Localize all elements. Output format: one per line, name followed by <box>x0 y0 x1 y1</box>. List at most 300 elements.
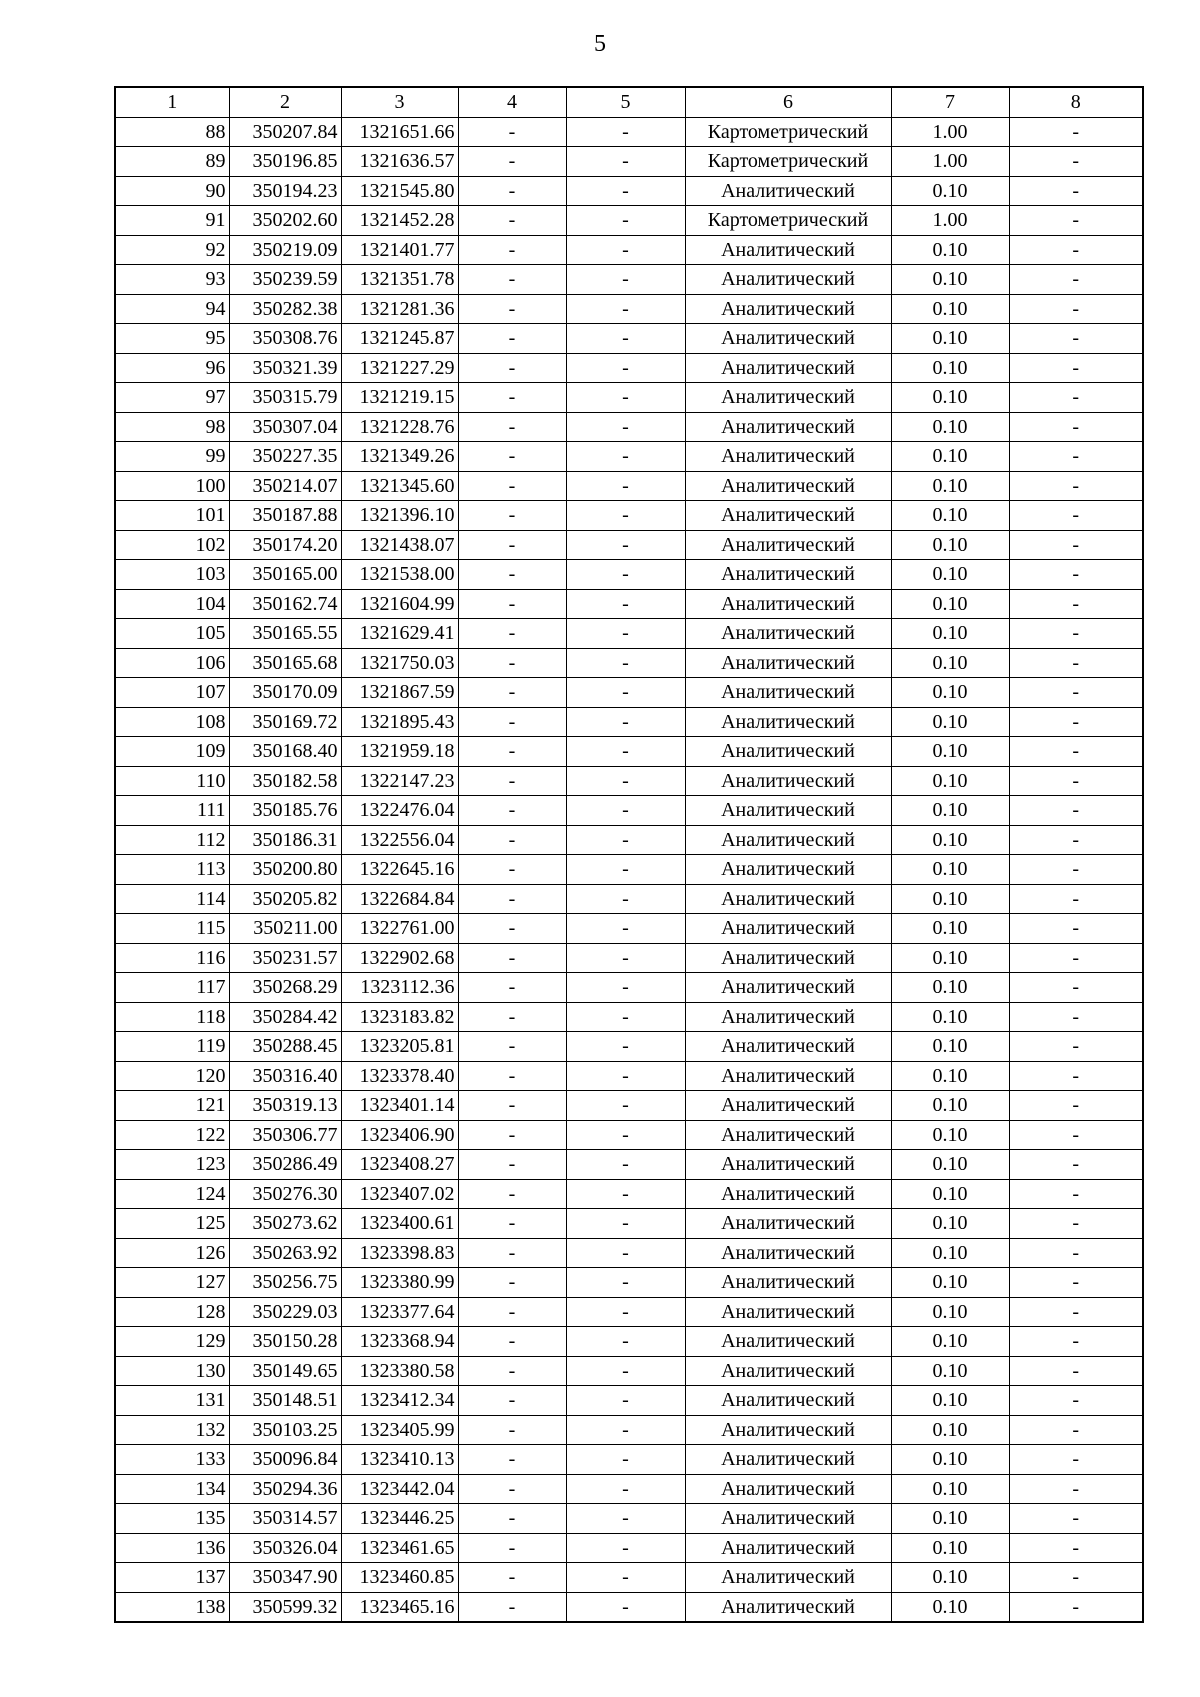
x-coordinate-cell: 350307.04 <box>229 412 341 442</box>
col-8-value-cell: - <box>1009 1179 1143 1209</box>
y-coordinate-cell: 1321895.43 <box>341 707 458 737</box>
accuracy-cell: 0.10 <box>891 707 1009 737</box>
column-header: 5 <box>566 87 685 117</box>
method-cell: Аналитический <box>685 914 891 944</box>
x-coordinate-cell: 350170.09 <box>229 678 341 708</box>
col-8-value-cell: - <box>1009 648 1143 678</box>
col-4-value-cell: - <box>458 1120 566 1150</box>
col-4-value-cell: - <box>458 1474 566 1504</box>
table-row <box>115 265 1143 295</box>
x-coordinate-cell: 350096.84 <box>229 1445 341 1475</box>
table-row <box>115 943 1143 973</box>
x-coordinate-cell: 350211.00 <box>229 914 341 944</box>
point-number-cell: 125 <box>115 1209 229 1239</box>
col-5-value-cell: - <box>566 973 685 1003</box>
accuracy-cell: 0.10 <box>891 1445 1009 1475</box>
accuracy-cell: 0.10 <box>891 884 1009 914</box>
x-coordinate-cell: 350168.40 <box>229 737 341 767</box>
col-8-value-cell: - <box>1009 412 1143 442</box>
col-5-value-cell: - <box>566 1592 685 1622</box>
col-4-value-cell: - <box>458 1238 566 1268</box>
method-cell: Аналитический <box>685 1474 891 1504</box>
y-coordinate-cell: 1323401.14 <box>341 1091 458 1121</box>
col-8-value-cell: - <box>1009 324 1143 354</box>
col-4-value-cell: - <box>458 884 566 914</box>
col-5-value-cell: - <box>566 1415 685 1445</box>
col-5-value-cell: - <box>566 884 685 914</box>
col-8-value-cell: - <box>1009 1120 1143 1150</box>
x-coordinate-cell: 350273.62 <box>229 1209 341 1239</box>
col-4-value-cell: - <box>458 176 566 206</box>
table-row <box>115 560 1143 590</box>
method-cell: Аналитический <box>685 707 891 737</box>
col-5-value-cell: - <box>566 530 685 560</box>
table-row <box>115 353 1143 383</box>
x-coordinate-cell: 350148.51 <box>229 1386 341 1416</box>
col-8-value-cell: - <box>1009 1209 1143 1239</box>
y-coordinate-cell: 1323380.58 <box>341 1356 458 1386</box>
y-coordinate-cell: 1322684.84 <box>341 884 458 914</box>
col-8-value-cell: - <box>1009 737 1143 767</box>
table-row <box>115 501 1143 531</box>
table-row <box>115 117 1143 147</box>
point-number-cell: 117 <box>115 973 229 1003</box>
col-8-value-cell: - <box>1009 1563 1143 1593</box>
accuracy-cell: 1.00 <box>891 147 1009 177</box>
col-4-value-cell: - <box>458 766 566 796</box>
method-cell: Аналитический <box>685 1091 891 1121</box>
accuracy-cell: 0.10 <box>891 1150 1009 1180</box>
col-4-value-cell: - <box>458 442 566 472</box>
method-cell: Аналитический <box>685 1268 891 1298</box>
y-coordinate-cell: 1323408.27 <box>341 1150 458 1180</box>
col-4-value-cell: - <box>458 265 566 295</box>
col-5-value-cell: - <box>566 1386 685 1416</box>
x-coordinate-cell: 350286.49 <box>229 1150 341 1180</box>
y-coordinate-cell: 1321651.66 <box>341 117 458 147</box>
table-row <box>115 1061 1143 1091</box>
method-cell: Аналитический <box>685 1297 891 1327</box>
table-row <box>115 1504 1143 1534</box>
col-4-value-cell: - <box>458 1592 566 1622</box>
table-row <box>115 796 1143 826</box>
accuracy-cell: 0.10 <box>891 796 1009 826</box>
point-number-cell: 99 <box>115 442 229 472</box>
col-5-value-cell: - <box>566 1474 685 1504</box>
col-4-value-cell: - <box>458 1415 566 1445</box>
method-cell: Аналитический <box>685 501 891 531</box>
point-number-cell: 130 <box>115 1356 229 1386</box>
x-coordinate-cell: 350321.39 <box>229 353 341 383</box>
col-8-value-cell: - <box>1009 1150 1143 1180</box>
point-number-cell: 128 <box>115 1297 229 1327</box>
table-header-row <box>115 87 1143 117</box>
col-8-value-cell: - <box>1009 235 1143 265</box>
col-4-value-cell: - <box>458 1179 566 1209</box>
accuracy-cell: 0.10 <box>891 973 1009 1003</box>
accuracy-cell: 0.10 <box>891 1563 1009 1593</box>
y-coordinate-cell: 1323368.94 <box>341 1327 458 1357</box>
col-4-value-cell: - <box>458 1268 566 1298</box>
point-number-cell: 111 <box>115 796 229 826</box>
method-cell: Аналитический <box>685 589 891 619</box>
col-8-value-cell: - <box>1009 1238 1143 1268</box>
table-row <box>115 294 1143 324</box>
col-8-value-cell: - <box>1009 1356 1143 1386</box>
y-coordinate-cell: 1323405.99 <box>341 1415 458 1445</box>
accuracy-cell: 0.10 <box>891 1032 1009 1062</box>
x-coordinate-cell: 350288.45 <box>229 1032 341 1062</box>
col-4-value-cell: - <box>458 1356 566 1386</box>
accuracy-cell: 0.10 <box>891 1268 1009 1298</box>
accuracy-cell: 0.10 <box>891 1592 1009 1622</box>
col-8-value-cell: - <box>1009 855 1143 885</box>
table-row <box>115 1120 1143 1150</box>
table-row <box>115 1268 1143 1298</box>
point-number-cell: 131 <box>115 1386 229 1416</box>
col-5-value-cell: - <box>566 619 685 649</box>
method-cell: Аналитический <box>685 1179 891 1209</box>
point-number-cell: 133 <box>115 1445 229 1475</box>
method-cell: Аналитический <box>685 1504 891 1534</box>
accuracy-cell: 0.10 <box>891 678 1009 708</box>
y-coordinate-cell: 1321604.99 <box>341 589 458 619</box>
col-4-value-cell: - <box>458 1563 566 1593</box>
table-row <box>115 1150 1143 1180</box>
accuracy-cell: 0.10 <box>891 353 1009 383</box>
column-header: 3 <box>341 87 458 117</box>
point-number-cell: 105 <box>115 619 229 649</box>
y-coordinate-cell: 1323465.16 <box>341 1592 458 1622</box>
method-cell: Аналитический <box>685 412 891 442</box>
col-4-value-cell: - <box>458 383 566 413</box>
method-cell: Аналитический <box>685 1356 891 1386</box>
method-cell: Аналитический <box>685 825 891 855</box>
table-row <box>115 678 1143 708</box>
method-cell: Аналитический <box>685 678 891 708</box>
table-row <box>115 1327 1143 1357</box>
accuracy-cell: 0.10 <box>891 412 1009 442</box>
accuracy-cell: 0.10 <box>891 648 1009 678</box>
accuracy-cell: 0.10 <box>891 1091 1009 1121</box>
method-cell: Аналитический <box>685 1415 891 1445</box>
point-number-cell: 102 <box>115 530 229 560</box>
accuracy-cell: 0.10 <box>891 294 1009 324</box>
point-number-cell: 96 <box>115 353 229 383</box>
accuracy-cell: 0.10 <box>891 471 1009 501</box>
accuracy-cell: 0.10 <box>891 1533 1009 1563</box>
col-5-value-cell: - <box>566 1504 685 1534</box>
point-number-cell: 103 <box>115 560 229 590</box>
table-row <box>115 1002 1143 1032</box>
col-4-value-cell: - <box>458 471 566 501</box>
point-number-cell: 88 <box>115 117 229 147</box>
point-number-cell: 137 <box>115 1563 229 1593</box>
y-coordinate-cell: 1321629.41 <box>341 619 458 649</box>
method-cell: Картометрический <box>685 117 891 147</box>
y-coordinate-cell: 1322902.68 <box>341 943 458 973</box>
method-cell: Картометрический <box>685 206 891 236</box>
col-8-value-cell: - <box>1009 1327 1143 1357</box>
col-4-value-cell: - <box>458 589 566 619</box>
col-5-value-cell: - <box>566 1179 685 1209</box>
col-5-value-cell: - <box>566 678 685 708</box>
table-row <box>115 471 1143 501</box>
x-coordinate-cell: 350149.65 <box>229 1356 341 1386</box>
col-8-value-cell: - <box>1009 147 1143 177</box>
y-coordinate-cell: 1323460.85 <box>341 1563 458 1593</box>
table-row <box>115 1209 1143 1239</box>
y-coordinate-cell: 1323461.65 <box>341 1533 458 1563</box>
y-coordinate-cell: 1323112.36 <box>341 973 458 1003</box>
y-coordinate-cell: 1323400.61 <box>341 1209 458 1239</box>
accuracy-cell: 0.10 <box>891 1002 1009 1032</box>
table-row <box>115 1533 1143 1563</box>
table-row <box>115 1563 1143 1593</box>
method-cell: Аналитический <box>685 1592 891 1622</box>
table-row <box>115 855 1143 885</box>
accuracy-cell: 0.10 <box>891 1386 1009 1416</box>
y-coordinate-cell: 1323442.04 <box>341 1474 458 1504</box>
x-coordinate-cell: 350231.57 <box>229 943 341 973</box>
point-number-cell: 89 <box>115 147 229 177</box>
table-row <box>115 1238 1143 1268</box>
point-number-cell: 136 <box>115 1533 229 1563</box>
x-coordinate-cell: 350169.72 <box>229 707 341 737</box>
point-number-cell: 98 <box>115 412 229 442</box>
col-4-value-cell: - <box>458 943 566 973</box>
col-5-value-cell: - <box>566 1120 685 1150</box>
col-4-value-cell: - <box>458 1327 566 1357</box>
col-5-value-cell: - <box>566 914 685 944</box>
method-cell: Аналитический <box>685 1032 891 1062</box>
col-4-value-cell: - <box>458 855 566 885</box>
col-8-value-cell: - <box>1009 294 1143 324</box>
y-coordinate-cell: 1322147.23 <box>341 766 458 796</box>
table-row <box>115 914 1143 944</box>
x-coordinate-cell: 350319.13 <box>229 1091 341 1121</box>
col-5-value-cell: - <box>566 1061 685 1091</box>
col-5-value-cell: - <box>566 471 685 501</box>
col-4-value-cell: - <box>458 648 566 678</box>
x-coordinate-cell: 350165.00 <box>229 560 341 590</box>
y-coordinate-cell: 1322476.04 <box>341 796 458 826</box>
col-5-value-cell: - <box>566 324 685 354</box>
col-4-value-cell: - <box>458 1533 566 1563</box>
point-number-cell: 126 <box>115 1238 229 1268</box>
x-coordinate-cell: 350268.29 <box>229 973 341 1003</box>
x-coordinate-cell: 350150.28 <box>229 1327 341 1357</box>
method-cell: Аналитический <box>685 1002 891 1032</box>
page-number: 5 <box>594 31 606 57</box>
col-5-value-cell: - <box>566 1445 685 1475</box>
col-4-value-cell: - <box>458 206 566 236</box>
method-cell: Аналитический <box>685 294 891 324</box>
table-row <box>115 1445 1143 1475</box>
col-8-value-cell: - <box>1009 1474 1143 1504</box>
method-cell: Аналитический <box>685 766 891 796</box>
col-5-value-cell: - <box>566 1091 685 1121</box>
accuracy-cell: 0.10 <box>891 501 1009 531</box>
y-coordinate-cell: 1322645.16 <box>341 855 458 885</box>
accuracy-cell: 1.00 <box>891 206 1009 236</box>
table-row <box>115 1592 1143 1622</box>
col-5-value-cell: - <box>566 1327 685 1357</box>
col-5-value-cell: - <box>566 147 685 177</box>
accuracy-cell: 0.10 <box>891 1209 1009 1239</box>
method-cell: Аналитический <box>685 235 891 265</box>
method-cell: Аналитический <box>685 648 891 678</box>
accuracy-cell: 0.10 <box>891 1120 1009 1150</box>
x-coordinate-cell: 350174.20 <box>229 530 341 560</box>
method-cell: Аналитический <box>685 176 891 206</box>
method-cell: Аналитический <box>685 1386 891 1416</box>
method-cell: Аналитический <box>685 1209 891 1239</box>
method-cell: Аналитический <box>685 1238 891 1268</box>
x-coordinate-cell: 350165.68 <box>229 648 341 678</box>
col-8-value-cell: - <box>1009 265 1143 295</box>
col-8-value-cell: - <box>1009 619 1143 649</box>
x-coordinate-cell: 350599.32 <box>229 1592 341 1622</box>
table-row <box>115 147 1143 177</box>
col-4-value-cell: - <box>458 412 566 442</box>
y-coordinate-cell: 1323377.64 <box>341 1297 458 1327</box>
col-8-value-cell: - <box>1009 589 1143 619</box>
y-coordinate-cell: 1321396.10 <box>341 501 458 531</box>
method-cell: Аналитический <box>685 1533 891 1563</box>
column-header: 2 <box>229 87 341 117</box>
y-coordinate-cell: 1321351.78 <box>341 265 458 295</box>
col-4-value-cell: - <box>458 147 566 177</box>
y-coordinate-cell: 1321228.76 <box>341 412 458 442</box>
x-coordinate-cell: 350185.76 <box>229 796 341 826</box>
point-number-cell: 91 <box>115 206 229 236</box>
point-number-cell: 121 <box>115 1091 229 1121</box>
accuracy-cell: 0.10 <box>891 1238 1009 1268</box>
col-5-value-cell: - <box>566 294 685 324</box>
col-8-value-cell: - <box>1009 914 1143 944</box>
col-8-value-cell: - <box>1009 560 1143 590</box>
table-body <box>115 117 1143 1622</box>
x-coordinate-cell: 350194.23 <box>229 176 341 206</box>
y-coordinate-cell: 1321438.07 <box>341 530 458 560</box>
y-coordinate-cell: 1323446.25 <box>341 1504 458 1534</box>
col-8-value-cell: - <box>1009 353 1143 383</box>
col-5-value-cell: - <box>566 737 685 767</box>
table-row <box>115 1474 1143 1504</box>
point-number-cell: 135 <box>115 1504 229 1534</box>
method-cell: Аналитический <box>685 1445 891 1475</box>
col-5-value-cell: - <box>566 442 685 472</box>
x-coordinate-cell: 350186.31 <box>229 825 341 855</box>
x-coordinate-cell: 350282.38 <box>229 294 341 324</box>
accuracy-cell: 0.10 <box>891 530 1009 560</box>
table-row <box>115 235 1143 265</box>
accuracy-cell: 0.10 <box>891 383 1009 413</box>
col-5-value-cell: - <box>566 1209 685 1239</box>
col-8-value-cell: - <box>1009 1445 1143 1475</box>
table-row <box>115 1386 1143 1416</box>
col-5-value-cell: - <box>566 1032 685 1062</box>
col-8-value-cell: - <box>1009 678 1143 708</box>
point-number-cell: 115 <box>115 914 229 944</box>
col-8-value-cell: - <box>1009 1002 1143 1032</box>
column-header: 1 <box>115 87 229 117</box>
accuracy-cell: 1.00 <box>891 117 1009 147</box>
col-5-value-cell: - <box>566 1150 685 1180</box>
y-coordinate-cell: 1321867.59 <box>341 678 458 708</box>
col-4-value-cell: - <box>458 294 566 324</box>
y-coordinate-cell: 1322556.04 <box>341 825 458 855</box>
col-8-value-cell: - <box>1009 1268 1143 1298</box>
x-coordinate-cell: 350316.40 <box>229 1061 341 1091</box>
method-cell: Аналитический <box>685 530 891 560</box>
y-coordinate-cell: 1323407.02 <box>341 1179 458 1209</box>
col-8-value-cell: - <box>1009 796 1143 826</box>
x-coordinate-cell: 350308.76 <box>229 324 341 354</box>
y-coordinate-cell: 1323410.13 <box>341 1445 458 1475</box>
col-5-value-cell: - <box>566 1268 685 1298</box>
col-5-value-cell: - <box>566 1533 685 1563</box>
point-number-cell: 129 <box>115 1327 229 1357</box>
accuracy-cell: 0.10 <box>891 855 1009 885</box>
table-row <box>115 1091 1143 1121</box>
col-8-value-cell: - <box>1009 442 1143 472</box>
accuracy-cell: 0.10 <box>891 1504 1009 1534</box>
method-cell: Аналитический <box>685 1327 891 1357</box>
col-4-value-cell: - <box>458 1091 566 1121</box>
point-number-cell: 107 <box>115 678 229 708</box>
col-5-value-cell: - <box>566 117 685 147</box>
col-4-value-cell: - <box>458 560 566 590</box>
y-coordinate-cell: 1321219.15 <box>341 383 458 413</box>
point-number-cell: 109 <box>115 737 229 767</box>
col-8-value-cell: - <box>1009 707 1143 737</box>
y-coordinate-cell: 1321452.28 <box>341 206 458 236</box>
method-cell: Аналитический <box>685 943 891 973</box>
accuracy-cell: 0.10 <box>891 265 1009 295</box>
x-coordinate-cell: 350256.75 <box>229 1268 341 1298</box>
point-number-cell: 119 <box>115 1032 229 1062</box>
col-8-value-cell: - <box>1009 1061 1143 1091</box>
col-4-value-cell: - <box>458 914 566 944</box>
col-4-value-cell: - <box>458 1386 566 1416</box>
y-coordinate-cell: 1323183.82 <box>341 1002 458 1032</box>
col-4-value-cell: - <box>458 1032 566 1062</box>
x-coordinate-cell: 350200.80 <box>229 855 341 885</box>
col-8-value-cell: - <box>1009 825 1143 855</box>
col-8-value-cell: - <box>1009 1533 1143 1563</box>
col-5-value-cell: - <box>566 412 685 442</box>
x-coordinate-cell: 350214.07 <box>229 471 341 501</box>
y-coordinate-cell: 1323412.34 <box>341 1386 458 1416</box>
y-coordinate-cell: 1322761.00 <box>341 914 458 944</box>
accuracy-cell: 0.10 <box>891 943 1009 973</box>
col-4-value-cell: - <box>458 1504 566 1534</box>
method-cell: Аналитический <box>685 973 891 1003</box>
x-coordinate-cell: 350239.59 <box>229 265 341 295</box>
table-row <box>115 324 1143 354</box>
col-8-value-cell: - <box>1009 1415 1143 1445</box>
table-row <box>115 766 1143 796</box>
x-coordinate-cell: 350326.04 <box>229 1533 341 1563</box>
y-coordinate-cell: 1321750.03 <box>341 648 458 678</box>
point-number-cell: 114 <box>115 884 229 914</box>
table-row <box>115 530 1143 560</box>
table-row <box>115 1415 1143 1445</box>
method-cell: Аналитический <box>685 1120 891 1150</box>
x-coordinate-cell: 350182.58 <box>229 766 341 796</box>
